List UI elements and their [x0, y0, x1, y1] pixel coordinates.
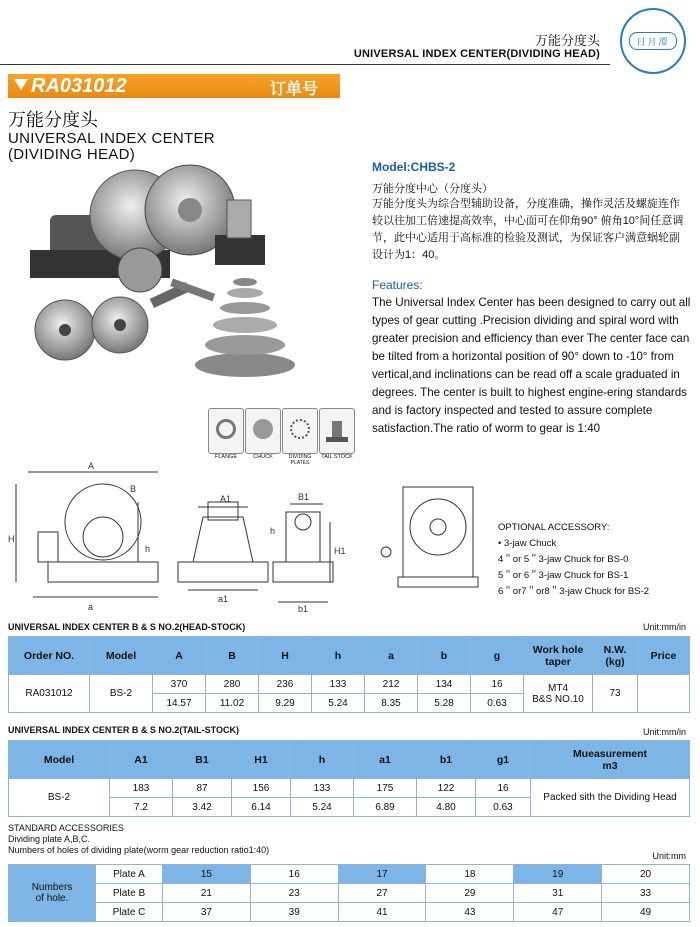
tail-table-unit: Unit:mm/in — [642, 727, 686, 737]
dim-h: h — [145, 544, 151, 554]
model-cell: BS-2 — [9, 779, 110, 817]
col-header: b1 — [417, 741, 476, 779]
dim-a1: a1 — [218, 594, 229, 604]
dim-h-tail: h — [270, 526, 276, 536]
col-header: A — [153, 637, 206, 675]
dim-H1: H1 — [334, 546, 346, 556]
dim-H: H — [8, 534, 15, 544]
chuck-label: CHUCK — [253, 454, 273, 460]
tail-stock-icon — [319, 408, 355, 454]
brand-logo — [620, 8, 686, 74]
optional-item: 6＂or7＂or8＂3-jaw Chuck for BS-2 — [498, 586, 649, 597]
table-row: 14.57 11.02 9.29 5.24 8.35 5.28 0.63 — [9, 694, 690, 713]
col-header: h — [291, 741, 354, 779]
product-title-cn: 万能分度头 — [8, 110, 98, 130]
flange-label: FLANGE — [214, 454, 237, 460]
features-label: Features: — [372, 278, 423, 292]
dim-B1: B1 — [298, 492, 310, 502]
col-header: b — [418, 637, 471, 675]
order-no-cell: RA031012 — [9, 675, 90, 713]
logo-text: 日月潭 — [629, 32, 677, 50]
tail-stock-label: TAIL STOCK — [321, 454, 353, 460]
col-header: Order NO. — [9, 637, 90, 675]
optional-item: • 3-jaw Chuck — [498, 538, 557, 549]
chuck-icon — [245, 408, 281, 454]
tail-stock-table — [8, 740, 690, 817]
optional-title: OPTIONAL ACCESSORY: — [498, 522, 610, 533]
col-header: B1 — [173, 741, 232, 779]
optional-item: 5＂or 6＂3-jaw Chuck for BS-1 — [498, 570, 629, 581]
dividing-plates-label: DIVIDING PLATES — [288, 454, 312, 466]
standard-accessories — [8, 823, 269, 856]
flange-icon — [208, 408, 244, 454]
col-header: Work hole taper — [524, 637, 593, 675]
head-table-unit: Unit:mm/in — [642, 622, 686, 632]
dim-a: a — [88, 602, 94, 612]
col-header: Model — [90, 637, 153, 675]
standard-title: STANDARD ACCESSORIES — [8, 823, 124, 833]
row-label: Numbers of hole. — [9, 865, 96, 922]
header-title-cn: 万能分度头 — [534, 33, 600, 48]
col-header: a — [365, 637, 418, 675]
table-row: Plate C 37 39 41 43 47 49 — [9, 903, 690, 922]
table-row: Numbers of hole. Plate A 15 16 17 18 19 20 — [9, 865, 690, 884]
model-label: Model:CHBS-2 — [372, 160, 456, 174]
dim-A: A — [88, 462, 95, 471]
banner-order-label: 订单号 — [270, 81, 319, 98]
col-header: B — [206, 637, 259, 675]
model-cell: BS-2 — [90, 675, 153, 713]
col-header: Price — [638, 637, 690, 675]
table-row: RA031012 BS-2 370 280 236 133 212 134 16 MT4 B&S NO.10 73 — [9, 675, 690, 694]
price-cell — [638, 675, 690, 713]
table-row: BS-2 183 87 156 133 175 122 16 Packed sith the Dividing Head — [9, 779, 690, 798]
dividing-plates-icon — [282, 408, 318, 454]
dim-b1: b1 — [298, 604, 309, 612]
tail-table-title: UNIVERSAL INDEX CENTER B & S NO.2(TAIL-STOCK) — [8, 725, 240, 735]
col-header: H1 — [232, 741, 291, 779]
head-table-title: UNIVERSAL INDEX CENTER B & S NO.2(HEAD-STOCK) — [8, 622, 246, 632]
table-row: Plate B 21 23 27 29 31 33 — [9, 884, 690, 903]
col-header: h — [312, 637, 365, 675]
technical-drawings — [8, 462, 488, 612]
col-header: g1 — [476, 741, 531, 779]
banner-code: RA031012 — [14, 75, 127, 98]
col-header: H — [259, 637, 312, 675]
product-photo — [30, 160, 350, 380]
standard-line1: Dividing plate A,B,C. — [8, 834, 91, 844]
col-header: g — [471, 637, 524, 675]
col-header-measurement: Mueasurement m3 — [531, 741, 690, 779]
col-header: Model — [9, 741, 110, 779]
table-row: 7.2 3.42 6.14 5.24 6.89 4.80 0.63 — [9, 798, 690, 817]
product-title-en: UNIVERSAL INDEX CENTER (DIVIDING HEAD) — [8, 130, 215, 163]
nw-cell: 73 — [593, 675, 638, 713]
dividing-plate-table — [8, 864, 690, 922]
packed-cell: Packed sith the Dividing Head — [531, 779, 690, 817]
desc-en: The Universal Index Center has been designed to carry out all types of gear cutting .Precision dividing and spiral word with greater precision and efficiency than ever The center face can be tilted from a horizontal position of 90° down to -10° from vertical,and inclinations can be read off a scale graduated in degrees. The center is built to highest engine-ering standards and is factory inspected and tested to assure complete satisfaction.The ratio of worm to gear is 1:40 — [372, 296, 691, 435]
desc-cn: 万能分度头为综合型辅助设备，分度准确，操作灵活及螺旋连作较以往加工倍速提高效率，中心面可在仰角90° 俯角10°间任意调节，此中心适用于高标准的检验及测试，为保证客户满意蜗轮副设计为1：40。 — [372, 198, 684, 261]
dim-A1: A1 — [220, 494, 232, 504]
optional-accessory — [498, 520, 649, 600]
triangle-down-icon — [14, 79, 28, 90]
col-header: A1 — [110, 741, 173, 779]
col-header: N.W. (kg) — [593, 637, 638, 675]
standard-unit: Unit:mm — [652, 851, 686, 861]
col-header: a1 — [354, 741, 417, 779]
desc-cn-title: 万能分度中心（分度头） — [372, 183, 493, 195]
standard-line2: Numbers of holes of dividing plate(worm gear reduction ratio1:40) — [8, 845, 270, 855]
taper-cell: MT4 B&S NO.10 — [524, 675, 593, 713]
optional-item: 4＂or 5＂3-jaw Chuck for BS-0 — [498, 554, 629, 565]
header-title-en: UNIVERSAL INDEX CENTER(DIVIDING HEAD) — [353, 48, 600, 60]
dim-B: B — [130, 484, 137, 494]
head-stock-table — [8, 636, 690, 713]
header-rule — [0, 64, 610, 65]
accessory-icons — [208, 408, 354, 464]
